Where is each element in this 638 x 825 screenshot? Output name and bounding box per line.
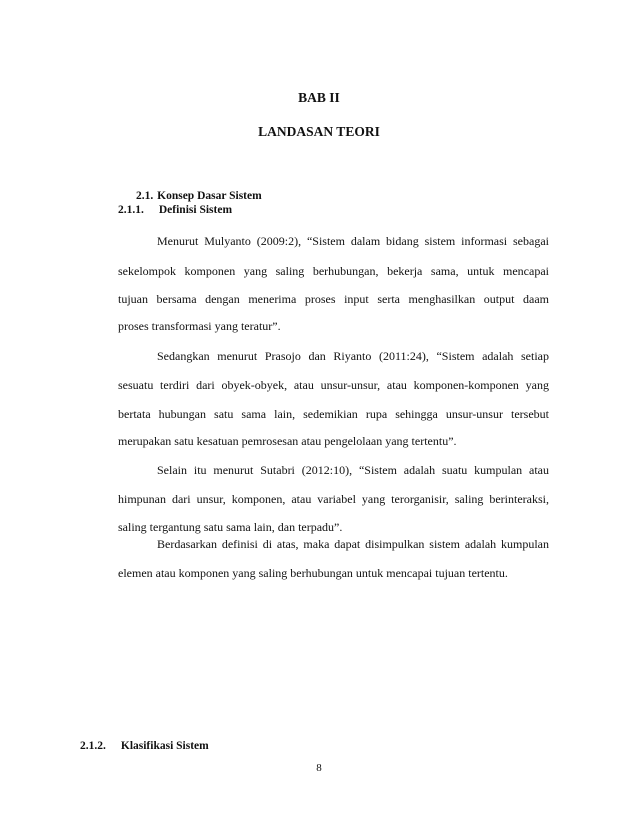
paragraph-line: tujuan bersama dengan menerima proses input serta menghasilkan output daam (118, 292, 549, 306)
paragraph-line: Sedangkan menurut Prasojo dan Riyanto (2011:24), “Sistem adalah setiap (157, 349, 549, 363)
subsection-number: 2.1.1. (118, 204, 144, 216)
subsection-title: Definisi Sistem (158, 204, 233, 216)
paragraph-line: himpunan dari unsur, komponen, atau variabel yang terorganisir, saling berinteraksi, (118, 492, 549, 506)
chapter-title: LANDASAN TEORI (258, 124, 380, 139)
paragraph-line: Menurut Mulyanto (2009:2), “Sistem dalam bidang sistem informasi sebagai (157, 234, 549, 248)
subsection-title: Klasifikasi Sistem (120, 740, 209, 752)
section-title: Konsep Dasar Sistem (157, 190, 262, 202)
paragraph-line: sekelompok komponen yang saling berhubungan, bekerja sama, untuk mencapai (118, 264, 549, 278)
paragraph-line: Selain itu menurut Sutabri (2012:10), “Sistem adalah suatu kumpulan atau (157, 463, 549, 477)
paragraph-line: merupakan satu kesatuan pemrosesan atau pengelolaan yang tertentu”. (118, 434, 457, 448)
chapter-number: BAB II (298, 90, 340, 105)
paragraph-line: sesuatu terdiri dari obyek-obyek, atau unsur-unsur, atau komponen-komponen yang (118, 378, 549, 392)
section-heading (136, 190, 262, 202)
subsection-heading-klasifikasi (80, 740, 209, 752)
page-number: 8 (316, 762, 322, 774)
subsection-number: 2.1.2. (80, 740, 106, 752)
paragraph-line: proses transformasi yang teratur”. (118, 319, 281, 333)
paragraph-line: Berdasarkan definisi di atas, maka dapat disimpulkan sistem adalah kumpulan (157, 537, 549, 551)
section-number: 2.1. (136, 190, 154, 202)
paragraph-line: elemen atau komponen yang saling berhubungan untuk mencapai tujuan tertentu. (118, 566, 508, 580)
subsection-heading-definisi (118, 204, 232, 216)
paragraph-line: bertata hubungan satu sama lain, sedemikian rupa sehingga unsur-unsur tersebut (118, 407, 549, 421)
paragraph-line: saling tergantung satu sama lain, dan terpadu”. (118, 520, 343, 534)
